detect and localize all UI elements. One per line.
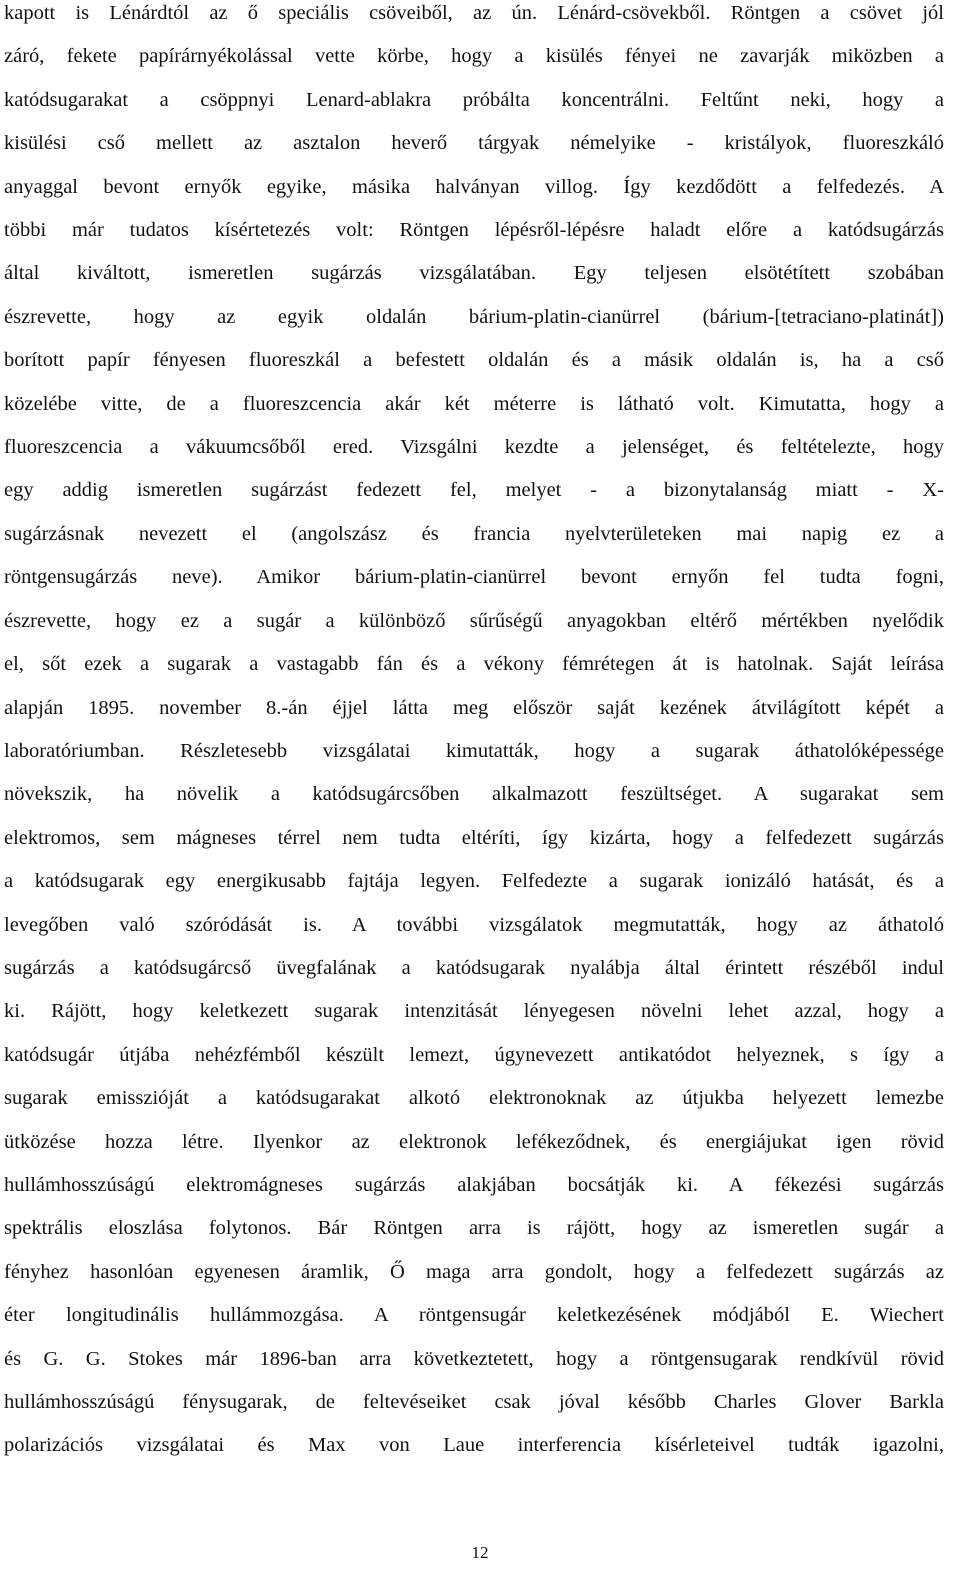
text-line: katódsugár útjába nehézfémből készült lemezt, úgynevezett antikatódot helyeznek, s így a <box>4 1043 944 1066</box>
text-line: sugárzásnak nevezett el (angolszász és francia nyelvterületeken mai napig ez a <box>4 522 944 545</box>
text-line: ütközése hozza létre. Ilyenkor az elektronok lefékeződnek, és energiájukat igen rövid <box>4 1130 944 1153</box>
text-line: közelébe vitte, de a fluoreszcencia akár két méterre is látható volt. Kimutatta, hogy a <box>4 392 944 415</box>
text-line: egy addig ismeretlen sugárzást fedezett fel, melyet - a bizonytalanság miatt - X- <box>4 479 944 502</box>
text-line: kisülési cső mellett az asztalon heverő tárgyak némelyike - kristályok, fluoreszkáló <box>4 132 944 155</box>
text-line: fluoreszcencia a vákuumcsőből ered. Vizsgálni kezdte a jelenséget, és feltételezte, hogy <box>4 436 944 459</box>
text-line: észrevette, hogy ez a sugár a különböző sűrűségű anyagokban eltérő mértékben nyelődik <box>4 609 944 632</box>
text-line: levegőben való szóródását is. A további vizsgálatok megmutatták, hogy az áthatoló <box>4 913 944 936</box>
text-line: anyaggal bevont ernyők egyike, másika halványan villog. Így kezdődött a felfedezés. A <box>4 175 944 198</box>
text-line: elektromos, sem mágneses térrel nem tudta eltéríti, így kizárta, hogy a felfedezett sugárzás <box>4 826 944 849</box>
text-line: éter longitudinális hullámmozgása. A röntgensugár keletkezésének módjából E. Wiechert <box>4 1304 944 1327</box>
text-line: el, sőt ezek a sugarak a vastagabb fán és a vékony fémrétegen át is hatolnak. Saját leírása <box>4 653 944 676</box>
text-line: spektrális eloszlása folytonos. Bár Röntgen arra is rájött, hogy az ismeretlen sugár a <box>4 1217 944 1240</box>
text-line: által kiváltott, ismeretlen sugárzás vizsgálatában. Egy teljesen elsötétített szobában <box>4 262 944 285</box>
text-line: többi már tudatos kísértetezés volt: Röntgen lépésről-lépésre haladt előre a katódsugárzás <box>4 219 944 242</box>
text-line: katódsugarakat a csöppnyi Lenard-ablakra próbálta koncentrálni. Feltűnt neki, hogy a <box>4 88 944 111</box>
text-line: borított papír fényesen fluoreszkál a befestett oldalán és a másik oldalán is, ha a cső <box>4 349 944 372</box>
text-line: fényhez hasonlóan egyenesen áramlik, Ő maga arra gondolt, hogy a felfedezett sugárzás az <box>4 1260 944 1283</box>
text-line: laboratóriumban. Részletesebb vizsgálatai kimutatták, hogy a sugarak áthatolóképessége <box>4 739 944 762</box>
text-line: ki. Rájött, hogy keletkezett sugarak intenzitását lényegesen növelni lehet azzal, hogy a <box>4 1000 944 1023</box>
text-line: a katódsugarak egy energikusabb fajtája legyen. Felfedezte a sugarak ionizáló hatását, és a <box>4 870 944 893</box>
text-line: sugarak emisszióját a katódsugarakat alkotó elektronoknak az útjukba helyezett lemezbe <box>4 1087 944 1110</box>
text-line: hullámhosszúságú fénysugarak, de feltevéseiket csak jóval később Charles Glover Barkla <box>4 1391 944 1413</box>
text-line: hullámhosszúságú elektromágneses sugárzás alakjában bocsátják ki. A fékezési sugárzás <box>4 1173 944 1196</box>
text-line: záró, fekete papírárnyékolással vette körbe, hogy a kisülés fényei ne zavarják miközben a <box>4 45 944 68</box>
text-line: sugárzás a katódsugárcső üvegfalának a katódsugarak nyalábja által érintett részéből indul <box>4 956 944 979</box>
text-line: kapott is Lénárdtól az ő speciális csöveiből, az ún. Lénárd-csövekből. Röntgen a csövet jól <box>4 2 944 24</box>
text-line: polarizációs vizsgálatai és Max von Laue interferencia kísérleteivel tudták igazolni, <box>4 1434 944 1457</box>
body-paragraph <box>4 0 944 1468</box>
text-line: alapján 1895. november 8.-án éjjel látta meg először saját kezének átvilágított képét a <box>4 696 944 719</box>
text-line: röntgensugárzás neve). Amikor bárium-platin-cianürrel bevont ernyőn fel tudta fogni, <box>4 566 944 589</box>
text-line: növekszik, ha növelik a katódsugárcsőben alkalmazott feszültséget. A sugarakat sem <box>4 783 944 806</box>
text-line: észrevette, hogy az egyik oldalán bárium-platin-cianürrel (bárium-[tetraciano-platinát]) <box>4 305 944 328</box>
page-number: 12 <box>471 1543 489 1562</box>
text-line: és G. G. Stokes már 1896-ban arra következtetett, hogy a röntgensugarak rendkívül rövid <box>4 1347 944 1370</box>
